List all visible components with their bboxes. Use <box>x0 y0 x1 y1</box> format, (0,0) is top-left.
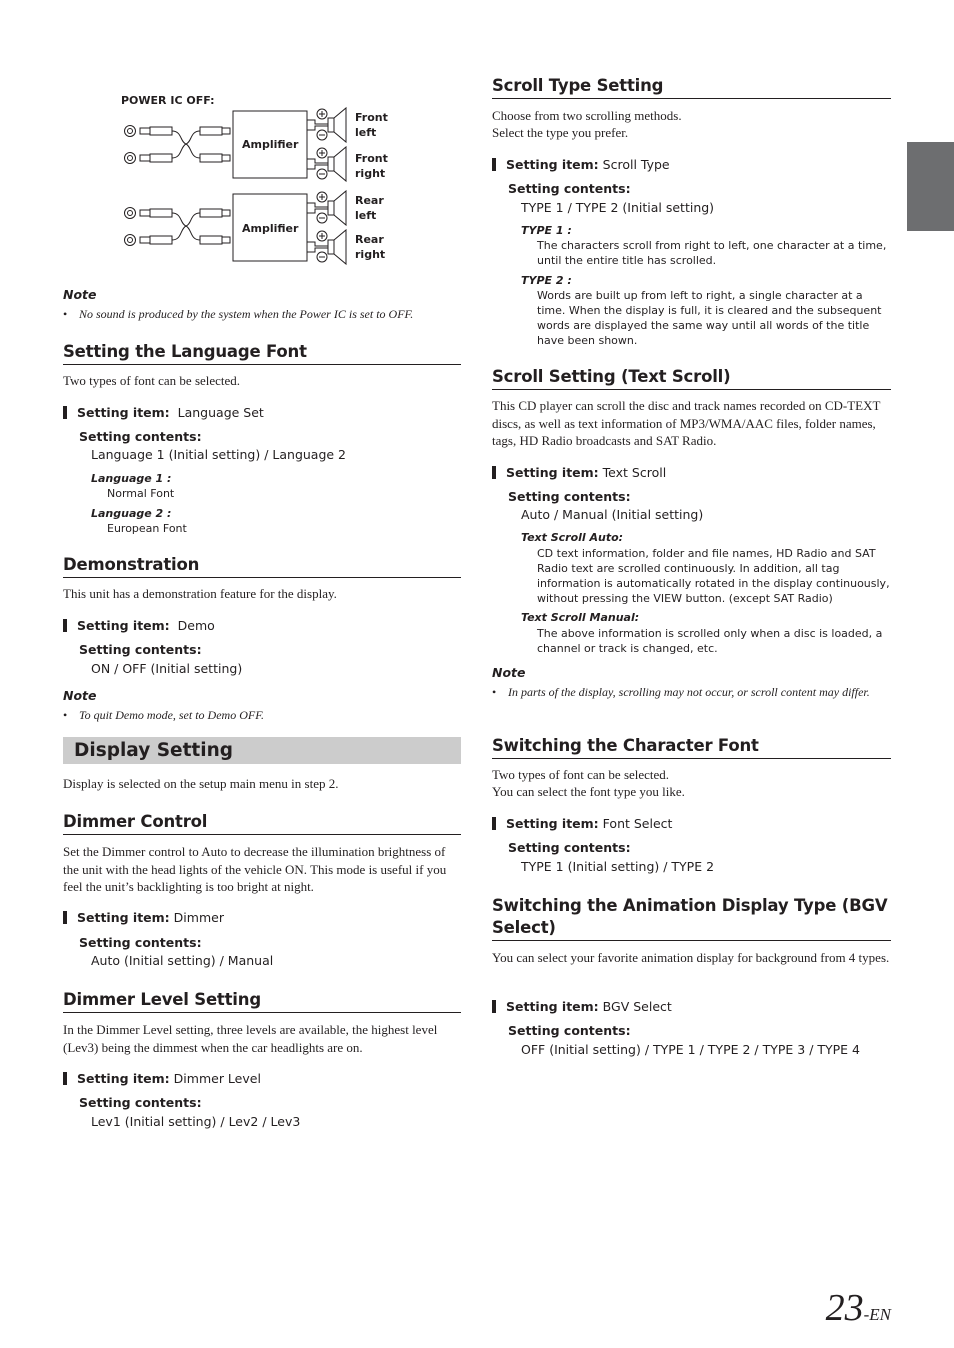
scroll-type-setting-item <box>492 157 670 173</box>
item-marker <box>492 817 496 830</box>
setting-item-value: Dimmer <box>173 910 224 925</box>
setting-contents-label: Setting contents: <box>508 1023 631 1038</box>
language-font-body: Two types of font can be selected. <box>63 373 241 388</box>
chapter-thumb-tab <box>907 142 954 231</box>
speaker-front-left-line1: Front <box>355 111 388 124</box>
dimmer-level-heading: Dimmer Level Setting <box>63 990 261 1009</box>
bgv-setting-item <box>492 999 672 1015</box>
text-scroll-setting-item <box>492 465 666 481</box>
page-number-suffix: -EN <box>863 1305 891 1324</box>
note-heading: Note <box>63 688 97 703</box>
setting-item-value: Scroll Type <box>602 157 670 172</box>
page-number-value: 23 <box>825 1287 864 1329</box>
setting-contents-value: TYPE 1 / TYPE 2 (Initial setting) <box>521 200 715 215</box>
note-bullet: • <box>492 685 497 699</box>
option-desc: Words are built up from left to right, a single character at a time. When the display is full, it is cleared and the subsequent words are displayed the same way until all words of the title have been shown. <box>537 289 882 347</box>
section-rule <box>492 940 891 941</box>
setting-contents-value: Lev1 (Initial setting) / Lev2 / Lev3 <box>91 1114 301 1129</box>
setting-contents-label: Setting contents: <box>508 181 631 196</box>
scroll-type-body-line2: Select the type you prefer. <box>492 125 629 140</box>
dimmer-level-body: In the Dimmer Level setting, three levels are available, the highest level (Lev3) being the dimmest when the car headlights are on. <box>63 1022 438 1055</box>
note-text-content: No sound is produced by the system when the Power IC is set to OFF. <box>79 307 414 321</box>
setting-item-value: Demo <box>177 618 215 633</box>
item-marker <box>63 911 67 924</box>
option-label: Language 1 : <box>91 472 172 485</box>
speaker-front-left-line2: left <box>355 126 377 139</box>
note-text <box>492 684 891 700</box>
setting-item-value: Text Scroll <box>602 465 667 480</box>
text-scroll-heading: Scroll Setting (Text Scroll) <box>492 367 731 386</box>
setting-item-value: BGV Select <box>602 999 672 1014</box>
language-font-setting-item <box>63 405 264 421</box>
dimmer-control-setting-item <box>63 910 224 926</box>
bgv-heading-line2: Select) <box>492 918 556 937</box>
speaker-rear-left-line2: left <box>355 209 377 222</box>
item-marker <box>492 466 496 479</box>
amplifier-2-label: Amplifier <box>242 222 299 235</box>
setting-item-value: Language Set <box>177 405 264 420</box>
speaker-front-right-line2: right <box>355 167 386 180</box>
speaker-rear-right-line2: right <box>355 248 386 261</box>
note-bullet: • <box>63 307 68 321</box>
option-label: Text Scroll Auto: <box>521 531 624 544</box>
section-rule <box>492 98 891 99</box>
setting-contents-label: Setting contents: <box>508 489 631 504</box>
section-rule <box>63 834 461 835</box>
speaker-front-right-line1: Front <box>355 152 388 165</box>
section-rule <box>492 389 891 390</box>
page-number <box>826 1286 891 1330</box>
demonstration-setting-item <box>63 618 215 634</box>
option-desc: CD text information, folder and file names, HD Radio and SAT Radio text are scrolled continuously. In addition, all tag information is automatically rotated in the display continuously, without pressing the VIEW button. (except SAT Radio) <box>537 547 890 605</box>
option-desc: European Font <box>107 522 187 535</box>
dimmer-control-body: Set the Dimmer control to Auto to decrease the illumination brightness of the unit with the head lights of the vehicle ON. This mode is useful if you feel the unit’s backlighting is too bright at night. <box>63 844 447 894</box>
setting-item-value: Font Select <box>602 816 673 831</box>
dimmer-level-setting-item <box>63 1071 261 1087</box>
option-desc: Normal Font <box>107 487 175 500</box>
speaker-rear-right-line1: Rear <box>355 233 384 246</box>
note-text <box>63 306 461 322</box>
setting-contents-value: Language 1 (Initial setting) / Language 2 <box>91 447 347 462</box>
item-marker <box>492 158 496 171</box>
section-rule <box>63 577 461 578</box>
power-ic-off-wiring-diagram <box>120 92 410 267</box>
option-desc: The characters scroll from right to left, one character at a time, until the entire title has scrolled. <box>537 239 887 267</box>
setting-item-label: Setting item: <box>77 1071 170 1086</box>
setting-contents-label: Setting contents: <box>79 429 202 444</box>
scroll-type-heading: Scroll Type Setting <box>492 76 664 95</box>
setting-item-label: Setting item: <box>506 157 599 172</box>
text-scroll-body: This CD player can scroll the disc and track names recorded on CD-TEXT discs, as well as text information of MP3/WMA/AAC files, folder names, tags, HD Radio broadcasts and SAT Radio. <box>492 398 881 448</box>
item-marker <box>63 1072 67 1085</box>
note-heading: Note <box>492 665 526 680</box>
bgv-body: You can select your favorite animation display for background from 4 types. <box>492 950 890 965</box>
setting-item-value: Dimmer Level <box>173 1071 261 1086</box>
display-setting-title: Display Setting <box>74 740 234 761</box>
note-bullet: • <box>63 708 68 722</box>
char-font-body-line2: You can select the font type you like. <box>492 784 685 799</box>
note-text-content: To quit Demo mode, set to Demo OFF. <box>79 708 264 722</box>
option-label: Language 2 : <box>91 507 172 520</box>
char-font-body-line1: Two types of font can be selected. <box>492 767 670 782</box>
setting-contents-value: ON / OFF (Initial setting) <box>91 661 243 676</box>
bgv-heading-line1: Switching the Animation Display Type (BGV <box>492 896 888 915</box>
section-rule <box>63 364 461 365</box>
language-font-heading: Setting the Language Font <box>63 342 307 361</box>
char-font-heading: Switching the Character Font <box>492 736 759 755</box>
setting-contents-value: TYPE 1 (Initial setting) / TYPE 2 <box>521 859 715 874</box>
setting-item-label: Setting item: <box>77 618 170 633</box>
setting-contents-value: Auto (Initial setting) / Manual <box>91 953 274 968</box>
char-font-setting-item <box>492 816 672 832</box>
option-desc: The above information is scrolled only when a disc is loaded, a channel or track is changed, etc. <box>537 627 883 655</box>
section-rule <box>492 758 891 759</box>
amplifier-1-label: Amplifier <box>242 138 299 151</box>
setting-item-label: Setting item: <box>506 465 599 480</box>
setting-contents-value: Auto / Manual (Initial setting) <box>521 507 704 522</box>
setting-contents-label: Setting contents: <box>79 1095 202 1110</box>
speaker-rear-left-line1: Rear <box>355 194 384 207</box>
note-text <box>63 707 461 723</box>
demonstration-heading: Demonstration <box>63 555 200 574</box>
section-rule <box>63 1012 461 1013</box>
setting-item-label: Setting item: <box>77 910 170 925</box>
item-marker <box>63 619 67 632</box>
scroll-type-body-line1: Choose from two scrolling methods. <box>492 108 682 123</box>
setting-item-label: Setting item: <box>506 816 599 831</box>
dimmer-control-heading: Dimmer Control <box>63 812 208 831</box>
setting-item-label: Setting item: <box>506 999 599 1014</box>
option-label: TYPE 2 : <box>521 274 572 287</box>
note-heading: Note <box>63 287 97 302</box>
item-marker <box>492 1000 496 1013</box>
note-text-content: In parts of the display, scrolling may not occur, or scroll content may differ. <box>508 685 870 699</box>
display-setting-body: Display is selected on the setup main menu in step 2. <box>63 776 339 791</box>
item-marker <box>63 406 67 419</box>
diagram-title: POWER IC OFF: <box>121 94 215 107</box>
setting-contents-value: OFF (Initial setting) / TYPE 1 / TYPE 2 / TYPE 3 / TYPE 4 <box>521 1042 861 1057</box>
setting-contents-label: Setting contents: <box>79 935 202 950</box>
display-setting-banner <box>63 737 461 764</box>
setting-contents-label: Setting contents: <box>508 840 631 855</box>
option-label: Text Scroll Manual: <box>521 611 640 624</box>
option-label: TYPE 1 : <box>521 224 572 237</box>
demonstration-body: This unit has a demonstration feature for the display. <box>63 586 337 601</box>
setting-contents-label: Setting contents: <box>79 642 202 657</box>
setting-item-label: Setting item: <box>77 405 170 420</box>
